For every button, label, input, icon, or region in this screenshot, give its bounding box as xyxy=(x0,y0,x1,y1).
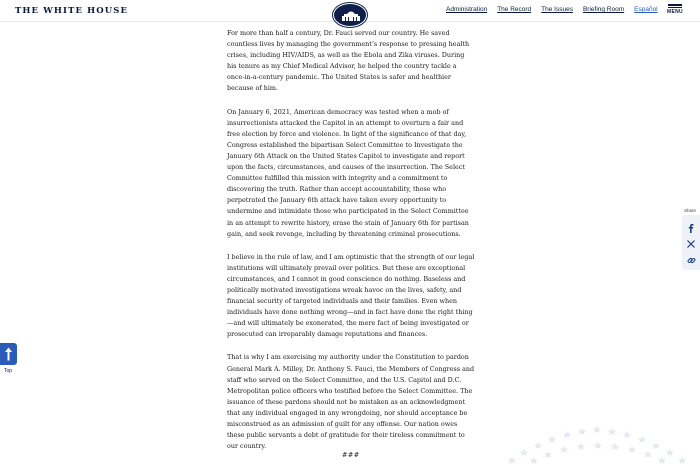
article-paragraph: For more than half a century, Dr. Fauci served our country. He saved countless lives by managing the government’s response to pressing health crises, including HIV/AIDS, as well as the Ebola and Zika viruses. During his tenure as my Chief Medical Advisor, he helped the country tackle a once-in-a-century pandemic. The United States is safer and healthier because of him. xyxy=(227,29,470,93)
arrow-up-icon xyxy=(4,347,13,361)
nav-briefing-room[interactable]: Briefing Room xyxy=(582,6,625,13)
article-paragraph: On January 6, 2021, American democracy was tested when a mob of insurrectionists attacked the Capitol in an attempt to overturn a fair and free election by force and violence. In light of the significance of that day, Congress established the bipartisan Select Committee to Investigate the January 6th Attack on the United States Capitol to investigate and report upon the facts, circumstances, and causes of the insurrection. The Select Committee fulfilled this mission with integrity and a commitment to discovering the truth. Rather than accept accountability, those who perpetrated the January 6th attack have taken every opportunity to undermine and intimidate those who participated in the Select Committee in an attempt to rewrite history, erase the stain of January 6th for partisan gain, and seek revenge, including by threatening criminal prosecutions. xyxy=(227,107,469,238)
white-house-icon xyxy=(340,9,362,23)
article-body xyxy=(227,28,475,464)
decorative-stars xyxy=(480,415,700,465)
menu-label: MENU xyxy=(667,9,683,16)
article-paragraph: That is why I am exercising my authority under the Constitution to pardon General Mark A. Milley, Dr. Anthony S. Fauci, the Members of Congress and staff who served on the Select Committee, and the U.S. Capitol and D.C. Metropolitan police officers who testified before the Select Committee. The issuance of these pardons should not be mistaken as an acknowledgment that any individual engaged in any wrongdoing, nor should acceptance be misconstrued as an admission of guilt for any offense. Our nation owes these public servants a debt of gratitude for their tireless commitment to our country. xyxy=(227,353,475,451)
hamburger-icon xyxy=(668,4,682,6)
nav-the-record[interactable]: The Record xyxy=(497,6,532,13)
menu-button[interactable] xyxy=(666,4,684,15)
nav-administration[interactable]: Administration xyxy=(446,6,488,13)
back-to-top-label: Top xyxy=(4,368,13,374)
share-panel xyxy=(682,215,700,270)
article-paragraph: I believe in the rule of law, and I am optimistic that the strength of our legal institutions will ultimately prevail over politics. But these are exceptional circumstances, and I cannot in good conscience do nothing. Baseless and politically motivated investigations wreak havoc on the lives, safety, and financial security of targeted individuals and their families. Even when individuals have done nothing wrong—and in fact have done the right thing—and will ultimately be exonerated, the mere fact of being investigated or prosecuted can irreparably damage reputations and finances. xyxy=(227,252,475,339)
back-to-top-button[interactable] xyxy=(0,343,17,365)
white-house-seal-logo[interactable] xyxy=(333,3,367,27)
closing-mark: ### xyxy=(342,451,360,459)
link-icon[interactable] xyxy=(686,255,696,265)
x-icon[interactable] xyxy=(686,239,696,249)
facebook-icon[interactable] xyxy=(686,223,696,233)
nav-espanol[interactable]: Español xyxy=(634,6,658,13)
site-header xyxy=(0,0,700,22)
share-label: Share xyxy=(684,208,697,213)
hamburger-icon-bar xyxy=(668,7,682,9)
main-nav xyxy=(446,6,658,13)
nav-the-issues[interactable]: The Issues xyxy=(541,6,573,13)
site-brand[interactable]: THE WHITE HOUSE xyxy=(15,6,129,16)
